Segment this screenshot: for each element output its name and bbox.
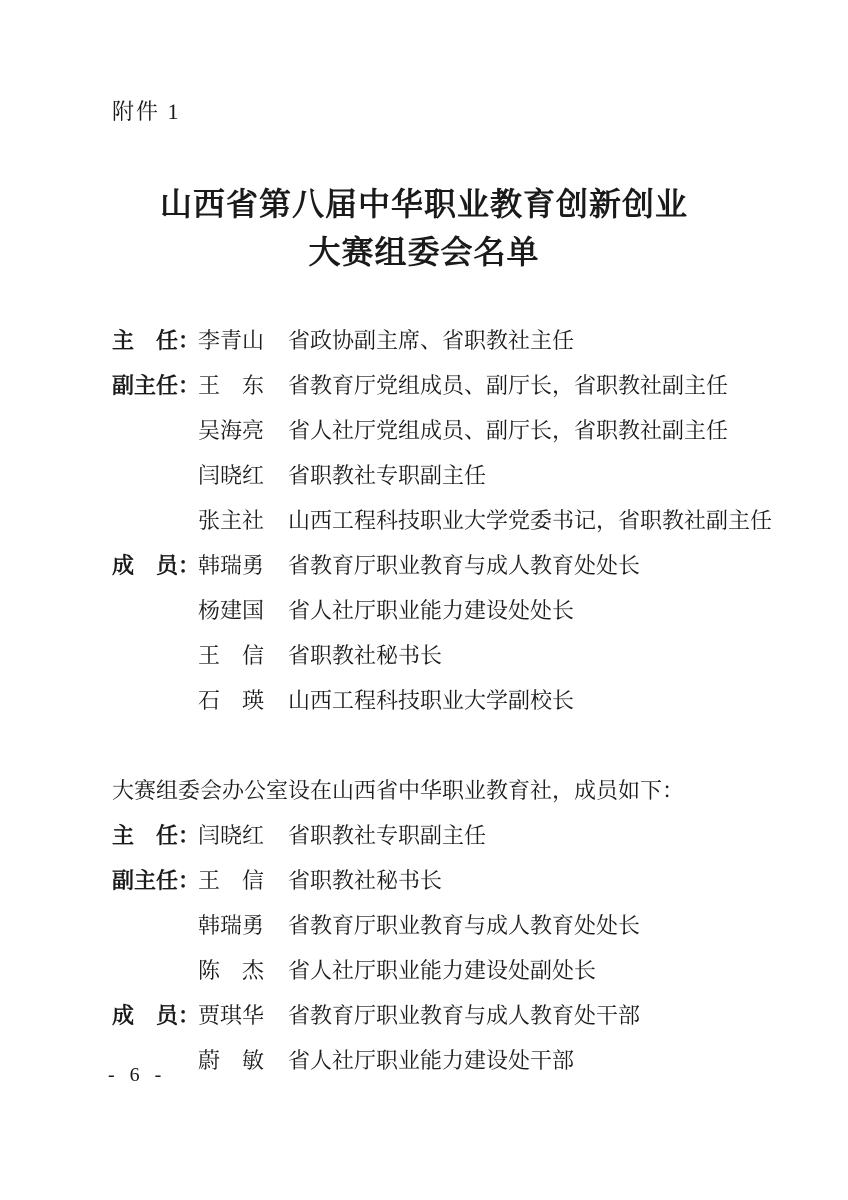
- member-title: 省政协副主席、省职教社主任: [288, 328, 575, 353]
- office-row: [112, 813, 812, 858]
- office-row: [112, 1038, 812, 1083]
- committee-row: [112, 408, 812, 453]
- member-title: 省教育厅职业教育与成人教育处处长: [288, 913, 641, 938]
- page-number: - 6 -: [108, 1064, 167, 1086]
- member-title: 省职教社专职副主任: [288, 463, 487, 488]
- document-title-line2: 大赛组委会名单: [308, 234, 540, 270]
- office-row: [112, 858, 812, 903]
- member-name: 贾琪华: [198, 1003, 265, 1028]
- member-title: 省人社厅党组成员、副厅长，省职教社副主任: [288, 418, 729, 443]
- member-title: 省职教社专职副主任: [288, 823, 487, 848]
- member-name: 王 信: [198, 868, 265, 893]
- member-name: 杨建国: [198, 598, 265, 623]
- member-name: 王 信: [198, 643, 265, 668]
- document-title-line1: 山西省第八届中华职业教育创新创业: [159, 186, 688, 222]
- role-label: 副主任：: [112, 373, 201, 398]
- member-name: 陈 杰: [198, 958, 265, 983]
- member-title: 省人社厅职业能力建设处干部: [288, 1048, 575, 1073]
- attachment-label: 附件 1: [112, 99, 181, 124]
- role-label: 成 员：: [112, 1003, 201, 1028]
- member-name: 王 东: [198, 373, 265, 398]
- role-label: 主 任：: [112, 823, 201, 848]
- office-row: [112, 948, 812, 993]
- member-title: 省教育厅职业教育与成人教育处处长: [288, 553, 641, 578]
- member-title: 省教育厅职业教育与成人教育处干部: [288, 1003, 641, 1028]
- committee-row: [112, 453, 812, 498]
- member-title: 山西工程科技职业大学副校长: [288, 688, 575, 713]
- committee-row: [112, 588, 812, 633]
- committee-row: [112, 678, 812, 723]
- role-label: 成 员：: [112, 553, 201, 578]
- member-title: 省职教社秘书长: [288, 643, 443, 668]
- committee-row: [112, 633, 812, 678]
- member-name: 吴海亮: [198, 418, 265, 443]
- role-label: 副主任：: [112, 868, 201, 893]
- member-name: 蔚 敏: [198, 1048, 265, 1073]
- member-title: 省人社厅职业能力建设处副处长: [288, 958, 597, 983]
- member-title: 省人社厅职业能力建设处处长: [288, 598, 575, 623]
- member-title: 省教育厅党组成员、副厅长，省职教社副主任: [288, 373, 729, 398]
- blank-line: [112, 723, 812, 768]
- member-name: 石 瑛: [198, 688, 265, 713]
- document-title: [0, 180, 848, 276]
- member-name: 韩瑞勇: [198, 553, 265, 578]
- member-name: 闫晓红: [198, 463, 265, 488]
- member-name: 韩瑞勇: [198, 913, 265, 938]
- committee-row: [112, 543, 812, 588]
- office-row: [112, 903, 812, 948]
- member-name: 李青山: [198, 328, 265, 353]
- member-name: 闫晓红: [198, 823, 265, 848]
- office-note: 大赛组委会办公室设在山西省中华职业教育社，成员如下：: [112, 778, 685, 803]
- member-title: 省职教社秘书长: [288, 868, 443, 893]
- office-row: [112, 993, 812, 1038]
- committee-row: [112, 363, 812, 408]
- role-label: 主 任：: [112, 328, 201, 353]
- committee-row: [112, 498, 812, 543]
- committee-row: [112, 318, 812, 363]
- member-name: 张主社: [198, 508, 265, 533]
- name-list: [112, 318, 812, 1083]
- member-title: 山西工程科技职业大学党委书记，省职教社副主任: [288, 508, 773, 533]
